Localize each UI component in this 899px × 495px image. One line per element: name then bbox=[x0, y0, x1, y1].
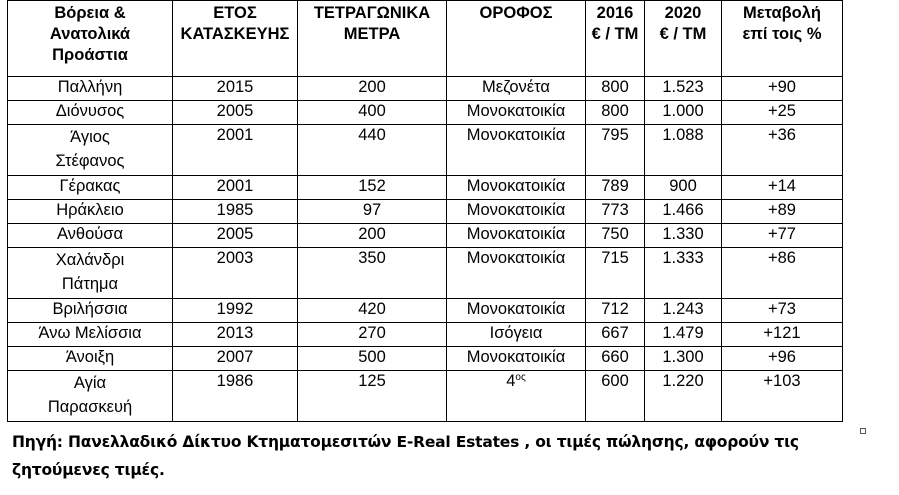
cell-floor bbox=[447, 347, 586, 371]
cell-area bbox=[8, 200, 173, 224]
cell-price-2016-value: 773 bbox=[601, 201, 629, 219]
header-line: 2016 bbox=[596, 4, 634, 22]
cell-change-value: +90 bbox=[768, 78, 796, 96]
table-body bbox=[8, 77, 843, 422]
cell-change bbox=[722, 200, 843, 224]
table-row bbox=[8, 200, 843, 224]
cell-year bbox=[173, 371, 298, 422]
cell-change bbox=[722, 323, 843, 347]
cell-price-2016 bbox=[586, 224, 645, 248]
cell-sqm bbox=[298, 224, 447, 248]
cell-sqm-value: 200 bbox=[358, 78, 386, 96]
cell-price-2020 bbox=[645, 299, 722, 323]
cell-change bbox=[722, 347, 843, 371]
cell-price-2016-value: 789 bbox=[601, 177, 629, 195]
header-price-2020 bbox=[645, 1, 722, 77]
cell-floor bbox=[447, 323, 586, 347]
cell-sqm bbox=[298, 248, 447, 299]
header-year bbox=[173, 1, 298, 77]
cell-price-2020 bbox=[645, 101, 722, 125]
cell-change-value: +73 bbox=[768, 300, 796, 318]
header-line: Μεταβολή bbox=[742, 4, 822, 22]
cell-change-value: +86 bbox=[768, 249, 796, 267]
cell-year-value: 2007 bbox=[216, 348, 254, 366]
header-line: ΤΕΤΡΑΓΩΝΙΚΑ bbox=[313, 4, 431, 22]
cell-price-2020 bbox=[645, 323, 722, 347]
cell-price-2020-value: 1.300 bbox=[662, 348, 704, 366]
header-floor bbox=[447, 1, 586, 77]
area-line: Γέρακας bbox=[59, 177, 121, 195]
header-change bbox=[722, 1, 843, 77]
cell-area bbox=[8, 371, 173, 422]
cell-sqm-value: 350 bbox=[358, 249, 386, 267]
area-line: Παλλήνη bbox=[57, 78, 123, 96]
table-row bbox=[8, 323, 843, 347]
cell-change-value: +25 bbox=[768, 102, 796, 120]
area-line: Ηράκλειο bbox=[56, 201, 124, 219]
cell-floor bbox=[447, 200, 586, 224]
cell-price-2016-value: 712 bbox=[601, 300, 629, 318]
cell-sqm bbox=[298, 347, 447, 371]
area-line: Βριλήσσια bbox=[52, 300, 128, 318]
cell-price-2020-value: 1.330 bbox=[662, 225, 704, 243]
cell-price-2016 bbox=[586, 176, 645, 200]
cell-price-2016 bbox=[586, 347, 645, 371]
cell-price-2020-value: 1.243 bbox=[662, 300, 704, 318]
cell-year bbox=[173, 176, 298, 200]
cell-sqm-value: 270 bbox=[358, 324, 386, 342]
table-row bbox=[8, 125, 843, 176]
cell-change bbox=[722, 248, 843, 299]
cell-floor-value: Μονοκατοικία bbox=[466, 348, 566, 366]
cell-sqm bbox=[298, 200, 447, 224]
cell-area bbox=[8, 299, 173, 323]
header-line: ΜΕΤΡΑ bbox=[343, 25, 401, 43]
cell-price-2020-value: 1.333 bbox=[662, 249, 704, 267]
cell-year bbox=[173, 224, 298, 248]
cell-area bbox=[8, 176, 173, 200]
cell-area bbox=[8, 248, 173, 299]
cell-price-2016-value: 667 bbox=[601, 324, 629, 342]
table-row bbox=[8, 101, 843, 125]
cell-change-value: +14 bbox=[768, 177, 796, 195]
cell-change bbox=[722, 101, 843, 125]
cell-price-2020 bbox=[645, 248, 722, 299]
cell-year-value: 2001 bbox=[216, 126, 254, 144]
cell-change-value: +103 bbox=[763, 372, 801, 390]
cell-sqm-value: 420 bbox=[358, 300, 386, 318]
cell-year bbox=[173, 299, 298, 323]
floor-suffix: ος bbox=[515, 372, 526, 383]
header-line: ΟΡΟΦΟΣ bbox=[479, 4, 553, 22]
cell-floor-value: Μονοκατοικία bbox=[466, 177, 566, 195]
price-table bbox=[7, 0, 843, 422]
cell-sqm bbox=[298, 125, 447, 176]
cell-price-2020 bbox=[645, 200, 722, 224]
table-row bbox=[8, 371, 843, 422]
cell-price-2016-value: 715 bbox=[601, 249, 629, 267]
cell-year bbox=[173, 125, 298, 176]
cell-price-2016 bbox=[586, 248, 645, 299]
cell-change bbox=[722, 125, 843, 176]
cell-price-2020 bbox=[645, 77, 722, 101]
cell-floor-value: Μεζονέτα bbox=[482, 78, 550, 96]
resize-handle[interactable] bbox=[860, 428, 866, 434]
header-line: επί τοις % bbox=[742, 25, 822, 43]
cell-year bbox=[173, 248, 298, 299]
cell-price-2016-value: 800 bbox=[601, 102, 629, 120]
cell-floor bbox=[447, 224, 586, 248]
cell-sqm bbox=[298, 299, 447, 323]
header-line: ΕΤΟΣ bbox=[213, 4, 257, 22]
cell-year-value: 1992 bbox=[216, 300, 254, 318]
area-line: Χαλάνδρι bbox=[55, 251, 125, 269]
cell-change bbox=[722, 77, 843, 101]
cell-year bbox=[173, 77, 298, 101]
cell-floor bbox=[447, 371, 586, 422]
area-line: Αγία bbox=[73, 374, 107, 392]
cell-floor-value: Μονοκατοικία bbox=[466, 201, 566, 219]
header-line: Προάστια bbox=[52, 46, 128, 64]
area-line: Πάτημα bbox=[61, 275, 119, 293]
cell-price-2016 bbox=[586, 299, 645, 323]
cell-price-2016-value: 660 bbox=[601, 348, 629, 366]
cell-year bbox=[173, 323, 298, 347]
table-row bbox=[8, 248, 843, 299]
cell-floor-value: Μονοκατοικία bbox=[466, 102, 566, 120]
cell-price-2020 bbox=[645, 347, 722, 371]
table-row bbox=[8, 299, 843, 323]
cell-price-2016 bbox=[586, 323, 645, 347]
table-row bbox=[8, 347, 843, 371]
cell-area bbox=[8, 323, 173, 347]
cell-price-2020-value: 1.000 bbox=[662, 102, 704, 120]
table-row bbox=[8, 77, 843, 101]
cell-area bbox=[8, 101, 173, 125]
cell-floor-value: Μονοκατοικία bbox=[466, 126, 566, 144]
cell-price-2016-value: 600 bbox=[601, 372, 629, 390]
cell-floor-value: Μονοκατοικία bbox=[466, 300, 566, 318]
cell-change-value: +36 bbox=[768, 126, 796, 144]
area-line: Διόνυσος bbox=[55, 102, 125, 120]
header-sqm bbox=[298, 1, 447, 77]
cell-sqm-value: 500 bbox=[358, 348, 386, 366]
cell-price-2016 bbox=[586, 200, 645, 224]
cell-sqm bbox=[298, 77, 447, 101]
cell-floor bbox=[447, 176, 586, 200]
cell-sqm bbox=[298, 371, 447, 422]
cell-change bbox=[722, 224, 843, 248]
cell-price-2016-value: 750 bbox=[601, 225, 629, 243]
cell-floor bbox=[447, 248, 586, 299]
cell-price-2020-value: 1.220 bbox=[662, 372, 704, 390]
cell-year bbox=[173, 347, 298, 371]
cell-year-value: 2001 bbox=[216, 177, 254, 195]
cell-change bbox=[722, 371, 843, 422]
cell-price-2016 bbox=[586, 125, 645, 176]
cell-sqm-value: 440 bbox=[358, 126, 386, 144]
cell-sqm bbox=[298, 323, 447, 347]
cell-floor-value: Ισόγεια bbox=[489, 324, 543, 342]
cell-change-value: +89 bbox=[768, 201, 796, 219]
area-line: Στέφανος bbox=[55, 152, 125, 170]
cell-price-2020-value: 1.523 bbox=[662, 78, 704, 96]
cell-price-2020-value: 1.466 bbox=[662, 201, 704, 219]
header-line: 2020 bbox=[664, 4, 702, 22]
cell-change bbox=[722, 176, 843, 200]
cell-price-2020 bbox=[645, 176, 722, 200]
area-line: Άγιος bbox=[70, 128, 110, 146]
cell-price-2020-value: 1.088 bbox=[662, 126, 704, 144]
table-row bbox=[8, 176, 843, 200]
cell-price-2016 bbox=[586, 371, 645, 422]
area-line: Άνοιξη bbox=[65, 348, 115, 366]
cell-price-2016 bbox=[586, 101, 645, 125]
cell-floor bbox=[447, 101, 586, 125]
cell-sqm-value: 152 bbox=[358, 177, 386, 195]
cell-price-2020 bbox=[645, 125, 722, 176]
header-line: Ανατολικά bbox=[49, 25, 131, 43]
cell-year-value: 2015 bbox=[216, 78, 254, 96]
cell-year bbox=[173, 101, 298, 125]
header-line: Βόρεια & bbox=[54, 4, 126, 22]
cell-area bbox=[8, 125, 173, 176]
cell-change-value: +77 bbox=[768, 225, 796, 243]
cell-area bbox=[8, 224, 173, 248]
header-row bbox=[8, 1, 843, 77]
cell-floor bbox=[447, 125, 586, 176]
table-row bbox=[8, 224, 843, 248]
cell-area bbox=[8, 77, 173, 101]
cell-change bbox=[722, 299, 843, 323]
cell-sqm-value: 400 bbox=[358, 102, 386, 120]
cell-sqm bbox=[298, 101, 447, 125]
cell-sqm-value: 200 bbox=[358, 225, 386, 243]
area-line: Άνω Μελίσσια bbox=[38, 324, 142, 342]
cell-year-value: 1986 bbox=[216, 372, 254, 390]
cell-price-2016 bbox=[586, 77, 645, 101]
cell-price-2020 bbox=[645, 371, 722, 422]
cell-floor bbox=[447, 77, 586, 101]
cell-price-2016-value: 800 bbox=[601, 78, 629, 96]
cell-floor-value: 4 bbox=[506, 372, 516, 390]
cell-year-value: 1985 bbox=[216, 201, 254, 219]
header-line: ΚΑΤΑΣΚΕΥΗΣ bbox=[180, 25, 290, 43]
header-line: € / ΤΜ bbox=[591, 25, 639, 43]
cell-year-value: 2013 bbox=[216, 324, 254, 342]
source-note: Πηγή: Πανελλαδικό Δίκτυο Κτηματομεσιτών E-Real Estates , οι τιμές πώλησης, αφορούν τις ζητούμενες τιμές. bbox=[12, 433, 799, 479]
cell-price-2016-value: 795 bbox=[601, 126, 629, 144]
area-line: Παρασκευή bbox=[47, 398, 133, 416]
cell-change-value: +121 bbox=[763, 324, 801, 342]
area-line: Ανθούσα bbox=[56, 225, 124, 243]
cell-year-value: 2003 bbox=[216, 249, 254, 267]
cell-price-2020-value: 900 bbox=[669, 177, 697, 195]
header-area bbox=[8, 1, 173, 77]
cell-floor bbox=[447, 299, 586, 323]
cell-change-value: +96 bbox=[768, 348, 796, 366]
cell-price-2020 bbox=[645, 224, 722, 248]
cell-floor-value: Μονοκατοικία bbox=[466, 249, 566, 267]
cell-price-2020-value: 1.479 bbox=[662, 324, 704, 342]
cell-sqm-value: 97 bbox=[362, 201, 382, 219]
cell-year-value: 2005 bbox=[216, 102, 254, 120]
cell-sqm bbox=[298, 176, 447, 200]
header-price-2016 bbox=[586, 1, 645, 77]
cell-area bbox=[8, 347, 173, 371]
header-line: € / ΤΜ bbox=[659, 25, 707, 43]
cell-year-value: 2005 bbox=[216, 225, 254, 243]
cell-year bbox=[173, 200, 298, 224]
cell-sqm-value: 125 bbox=[358, 372, 386, 390]
cell-floor-value: Μονοκατοικία bbox=[466, 225, 566, 243]
